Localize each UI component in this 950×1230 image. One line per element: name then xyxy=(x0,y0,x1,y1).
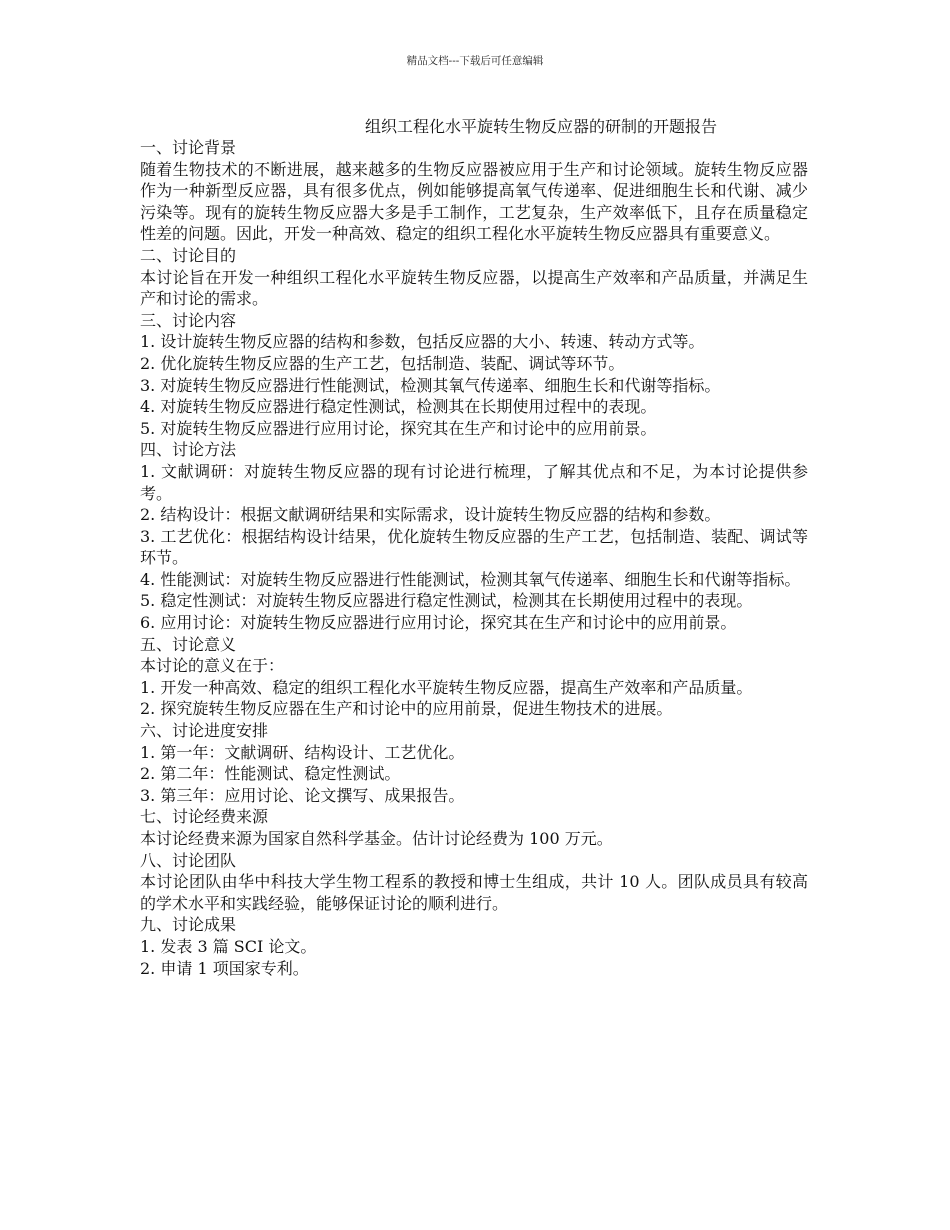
list-item: 2. 申请 1 项国家专利。 xyxy=(140,958,309,978)
section-heading-results: 九、讨论成果 xyxy=(140,915,237,935)
section-heading-significance: 五、讨论意义 xyxy=(140,634,237,654)
section-heading-content: 三、讨论内容 xyxy=(140,310,237,330)
section-heading-purpose: 二、讨论目的 xyxy=(140,245,237,265)
paragraph-background: 随着生物技术的不断进展，越来越多的生物反应器被应用于生产和讨论领域。旋转生物反应器作为一种新型反应器，具有很多优点，例如能够提高氧气传递率、促进细胞生长和代谢、减少污染等。现有的旋转生物反应器大多是手工制作，工艺复杂，生产效率低下，且存在质量稳定性差的问题。因此，开发一种高效、稳定的组织工程化水平旋转生物反应器具有重要意义。 xyxy=(140,159,808,244)
list-item: 1. 文献调研：对旋转生物反应器的现有讨论进行梳理，了解其优点和不足，为本讨论提供参考。 xyxy=(140,461,808,503)
paragraph-team: 本讨论团队由华中科技大学生物工程系的教授和博士生组成，共计 10 人。团队成员具有较高的学术水平和实践经验，能够保证讨论的顺利进行。 xyxy=(140,872,808,913)
list-item: 2. 第二年：性能测试、稳定性测试。 xyxy=(140,764,401,784)
paragraph-purpose: 本讨论旨在开发一种组织工程化水平旋转生物反应器，以提高生产效率和产品质量，并满足生产和讨论的需求。 xyxy=(140,267,808,309)
document-body xyxy=(140,137,808,979)
section-heading-schedule: 六、讨论进度安排 xyxy=(140,721,269,741)
list-item: 2. 优化旋转生物反应器的生产工艺，包括制造、装配、调试等环节。 xyxy=(140,353,625,373)
list-item: 6. 应用讨论：对旋转生物反应器进行应用讨论，探究其在生产和讨论中的应用前景。 xyxy=(140,613,737,633)
list-item: 5. 稳定性测试：对旋转生物反应器进行稳定性测试，检测其在长期使用过程中的表现。 xyxy=(140,591,753,611)
list-item: 4. 对旋转生物反应器进行稳定性测试，检测其在长期使用过程中的表现。 xyxy=(140,397,657,417)
section-heading-funding: 七、讨论经费来源 xyxy=(140,807,269,827)
list-item: 4. 性能测试：对旋转生物反应器进行性能测试，检测其氧气传递率、细胞生长和代谢等指标。 xyxy=(140,569,801,589)
paragraph-significance-intro: 本讨论的意义在于： xyxy=(140,656,285,676)
list-item: 1. 设计旋转生物反应器的结构和参数，包括反应器的大小、转速、转动方式等。 xyxy=(140,332,705,352)
list-item: 5. 对旋转生物反应器进行应用讨论，探究其在生产和讨论中的应用前景。 xyxy=(140,418,657,438)
page-header: 精品文档---下载后可任意编辑 xyxy=(406,55,544,67)
paragraph-funding: 本讨论经费来源为国家自然科学基金。估计讨论经费为 100 万元。 xyxy=(140,829,613,848)
list-item: 1. 第一年：文献调研、结构设计、工艺优化。 xyxy=(140,742,465,762)
list-item: 1. 开发一种高效、稳定的组织工程化水平旋转生物反应器，提高生产效率和产品质量。 xyxy=(140,677,753,697)
list-item: 3. 第三年：应用讨论、论文撰写、成果报告。 xyxy=(140,785,465,805)
document-title: 组织工程化水平旋转生物反应器的研制的开题报告 xyxy=(365,117,718,136)
section-heading-team: 八、讨论团队 xyxy=(140,850,237,870)
list-item: 2. 结构设计：根据文献调研结果和实际需求，设计旋转生物反应器的结构和参数。 xyxy=(140,505,721,525)
list-item: 2. 探究旋转生物反应器在生产和讨论中的应用前景，促进生物技术的进展。 xyxy=(140,699,673,719)
list-item: 3. 工艺优化：根据结构设计结果，优化旋转生物反应器的生产工艺，包括制造、装配、调试等环节。 xyxy=(140,526,808,568)
section-heading-background: 一、讨论背景 xyxy=(140,138,237,157)
list-item: 3. 对旋转生物反应器进行性能测试，检测其氧气传递率、细胞生长和代谢等指标。 xyxy=(140,375,721,395)
section-heading-methods: 四、讨论方法 xyxy=(140,440,237,460)
list-item: 1. 发表 3 篇 SCI 论文。 xyxy=(140,936,317,956)
